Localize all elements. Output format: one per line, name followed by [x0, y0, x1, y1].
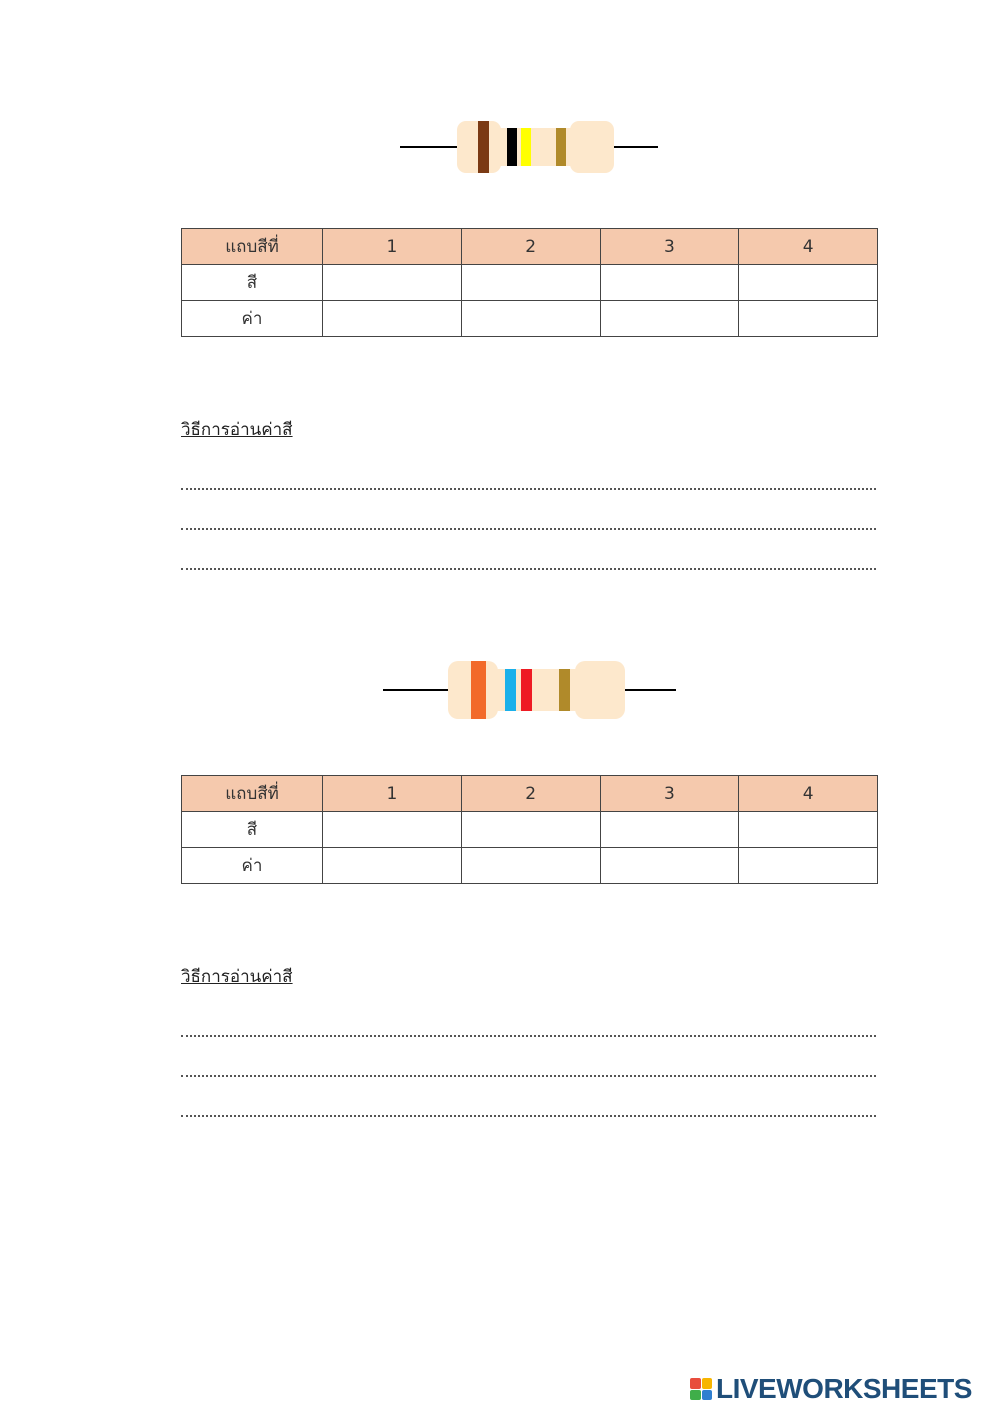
- resistor-band-1: [478, 121, 489, 173]
- header-band-4: 4: [739, 776, 878, 812]
- answer-line[interactable]: [181, 488, 876, 490]
- value-answer-cell[interactable]: [739, 848, 878, 884]
- table-row-color: [182, 812, 878, 848]
- value-answer-cell[interactable]: [739, 301, 878, 337]
- color-answer-cell[interactable]: [600, 812, 739, 848]
- header-band-3: 3: [600, 776, 739, 812]
- header-band-1: 1: [323, 776, 462, 812]
- liveworksheets-brand: [690, 1374, 972, 1404]
- color-answer-cell[interactable]: [461, 812, 600, 848]
- resistor-band-4: [559, 669, 570, 711]
- reading-method-title-1: วิธีการอ่านค่าสี: [181, 420, 293, 440]
- header-band-1: 1: [323, 229, 462, 265]
- value-answer-cell[interactable]: [323, 301, 462, 337]
- row-label-color: สี: [182, 265, 323, 301]
- row-label-value: ค่า: [182, 848, 323, 884]
- color-answer-cell[interactable]: [739, 812, 878, 848]
- color-answer-cell[interactable]: [600, 265, 739, 301]
- header-band-number: แถบสีที่: [182, 229, 323, 265]
- value-answer-cell[interactable]: [323, 848, 462, 884]
- answer-line[interactable]: [181, 528, 876, 530]
- resistor-band-3: [521, 669, 532, 711]
- header-band-3: 3: [600, 229, 739, 265]
- answer-line[interactable]: [181, 1075, 876, 1077]
- value-answer-cell[interactable]: [600, 848, 739, 884]
- resistor-cap-right: [570, 121, 614, 173]
- reading-method-title-2: วิธีการอ่านค่าสี: [181, 967, 293, 987]
- header-band-4: 4: [739, 229, 878, 265]
- color-answer-cell[interactable]: [323, 812, 462, 848]
- row-label-value: ค่า: [182, 301, 323, 337]
- color-answer-cell[interactable]: [739, 265, 878, 301]
- answer-line[interactable]: [181, 1115, 876, 1117]
- resistor-body-middle: [488, 128, 584, 166]
- resistor-band-2: [507, 128, 517, 166]
- header-band-number: แถบสีที่: [182, 776, 323, 812]
- resistor-diagram-1: [398, 118, 660, 176]
- color-answer-cell[interactable]: [461, 265, 600, 301]
- value-answer-cell[interactable]: [600, 301, 739, 337]
- color-band-table-2: [181, 775, 878, 884]
- header-band-2: 2: [461, 229, 600, 265]
- table-header-row: [182, 229, 878, 265]
- table-row-value: [182, 301, 878, 337]
- resistor-band-2: [505, 669, 516, 711]
- resistor-band-1: [471, 661, 486, 719]
- resistor-cap-right: [575, 661, 625, 719]
- color-band-table-1: [181, 228, 878, 337]
- color-answer-cell[interactable]: [323, 265, 462, 301]
- value-answer-cell[interactable]: [461, 301, 600, 337]
- liveworksheets-wordmark: LIVEWORKSHEETS: [716, 1373, 972, 1404]
- answer-line[interactable]: [181, 568, 876, 570]
- header-band-2: 2: [461, 776, 600, 812]
- row-label-color: สี: [182, 812, 323, 848]
- answer-line[interactable]: [181, 1035, 876, 1037]
- value-answer-cell[interactable]: [461, 848, 600, 884]
- resistor-band-4: [556, 128, 566, 166]
- table-row-color: [182, 265, 878, 301]
- table-header-row: [182, 776, 878, 812]
- resistor-diagram-2: [381, 658, 679, 722]
- table-row-value: [182, 848, 878, 884]
- resistor-band-3: [521, 128, 531, 166]
- liveworksheets-logo-icon: [690, 1378, 712, 1400]
